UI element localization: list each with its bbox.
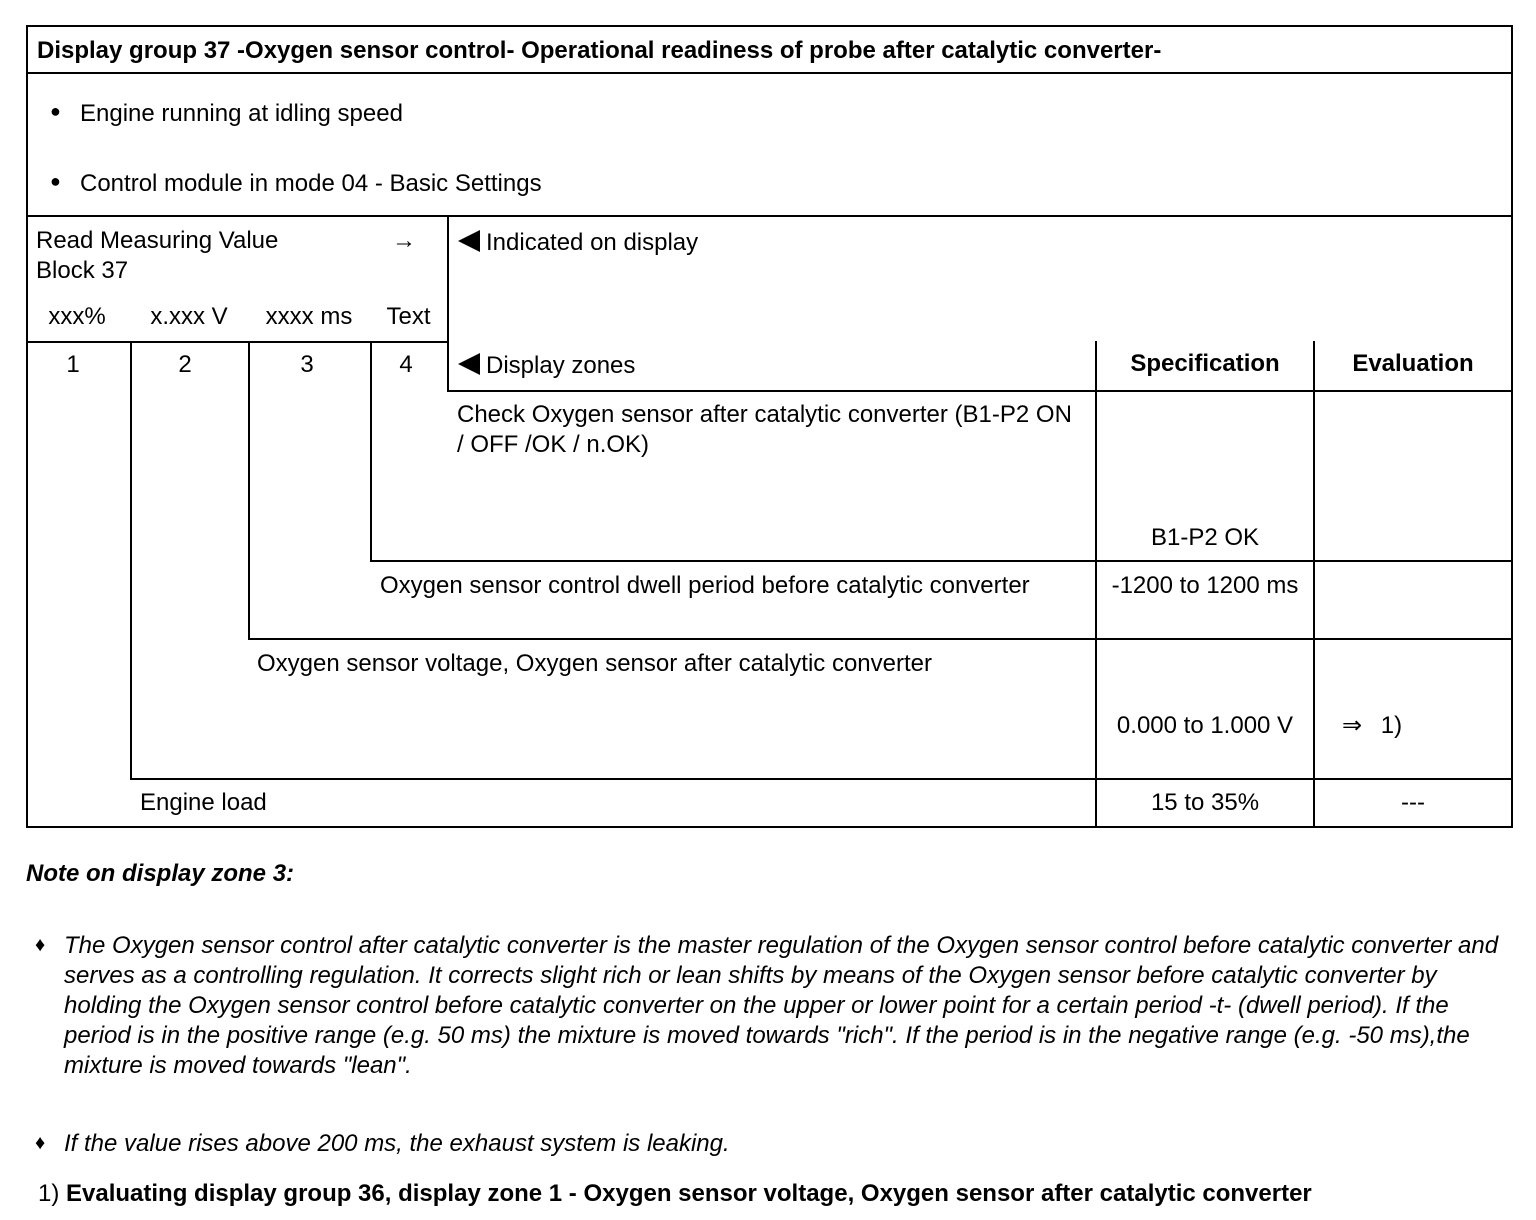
footnote <box>38 1179 1312 1209</box>
zone4-specification: B1-P2 OK <box>1150 524 1260 551</box>
diamond-bullet-icon: ♦ <box>35 934 46 956</box>
footnote-text: Evaluating display group 36, display zone 1 - Oxygen sensor voltage, Oxygen sensor after catalytic converter <box>66 1180 1312 1207</box>
note-heading: Note on display zone 3: <box>26 860 295 887</box>
specification-header: Specification <box>1130 350 1280 377</box>
pointer-left-icon <box>458 230 480 252</box>
note-bullet: If the value rises above 200 ms, the exhaust system is leaking. <box>64 1130 730 1157</box>
evaluation-header: Evaluation <box>1352 350 1474 377</box>
unit-zone-4: Text <box>386 303 431 330</box>
bullet-icon: ● <box>50 171 61 191</box>
footnote-marker: 1) <box>38 1180 60 1207</box>
zone-number-2: 2 <box>178 351 192 378</box>
zone2-description: Oxygen sensor voltage, Oxygen sensor after catalytic converter <box>257 650 932 677</box>
page-title: Display group 37 -Oxygen sensor control- Operational readiness of probe after catalytic converter- <box>37 37 1162 64</box>
condition-item: Control module in mode 04 - Basic Settings <box>80 170 542 197</box>
zone1-evaluation: --- <box>1401 789 1425 816</box>
zone1-description: Engine load <box>140 789 267 816</box>
unit-zone-3: xxxx ms <box>265 303 353 330</box>
zone-number-1: 1 <box>66 351 80 378</box>
zone3-description: Oxygen sensor control dwell period before catalytic converter <box>380 572 1030 599</box>
zone2-specification: 0.000 to 1.000 V <box>1116 712 1294 739</box>
unit-zone-2: x.xxx V <box>150 303 228 330</box>
condition-item: Engine running at idling speed <box>80 100 403 127</box>
zone2-evaluation: ⇒ 1) <box>1342 712 1403 739</box>
zone4-description: Check Oxygen sensor after catalytic converter (B1-P2 ON / OFF /OK / n.OK) <box>457 401 1072 458</box>
unit-zone-1: xxx% <box>48 303 106 330</box>
zone1-specification: 15 to 35% <box>1150 789 1260 816</box>
bullet-icon: ● <box>50 101 61 121</box>
display-zones-header: Display zones <box>458 351 635 381</box>
double-arrow-right-icon: ⇒ <box>1342 712 1363 739</box>
diamond-bullet-icon: ♦ <box>35 1132 46 1154</box>
zone3-specification: -1200 to 1200 ms <box>1111 572 1299 599</box>
zone-number-3: 3 <box>300 351 314 378</box>
indicated-on-display: Indicated on display <box>458 228 698 258</box>
zone-number-4: 4 <box>399 351 413 378</box>
read-block-label: Read Measuring Value <box>36 227 279 254</box>
right-arrow-icon: → <box>392 227 416 254</box>
read-block-number: Block 37 <box>36 257 129 284</box>
note-bullet: The Oxygen sensor control after catalytic converter is the master regulation of the Oxygen sensor control before catalytic converter and serves as a controlling regulation. It corrects slight rich or lean shifts by means of the Oxygen sensor before catalytic converter by holding the Oxygen sensor control before catalytic converter on the upper or lower point for a certain period -t- (dwell period). If the period is in the positive range (e.g. 50 ms) the mixture is moved towards "rich". If the period is in the negative range (e.g. -50 ms),the mixture is moved towards "lean". <box>64 932 1499 1079</box>
pointer-left-icon <box>458 353 480 375</box>
